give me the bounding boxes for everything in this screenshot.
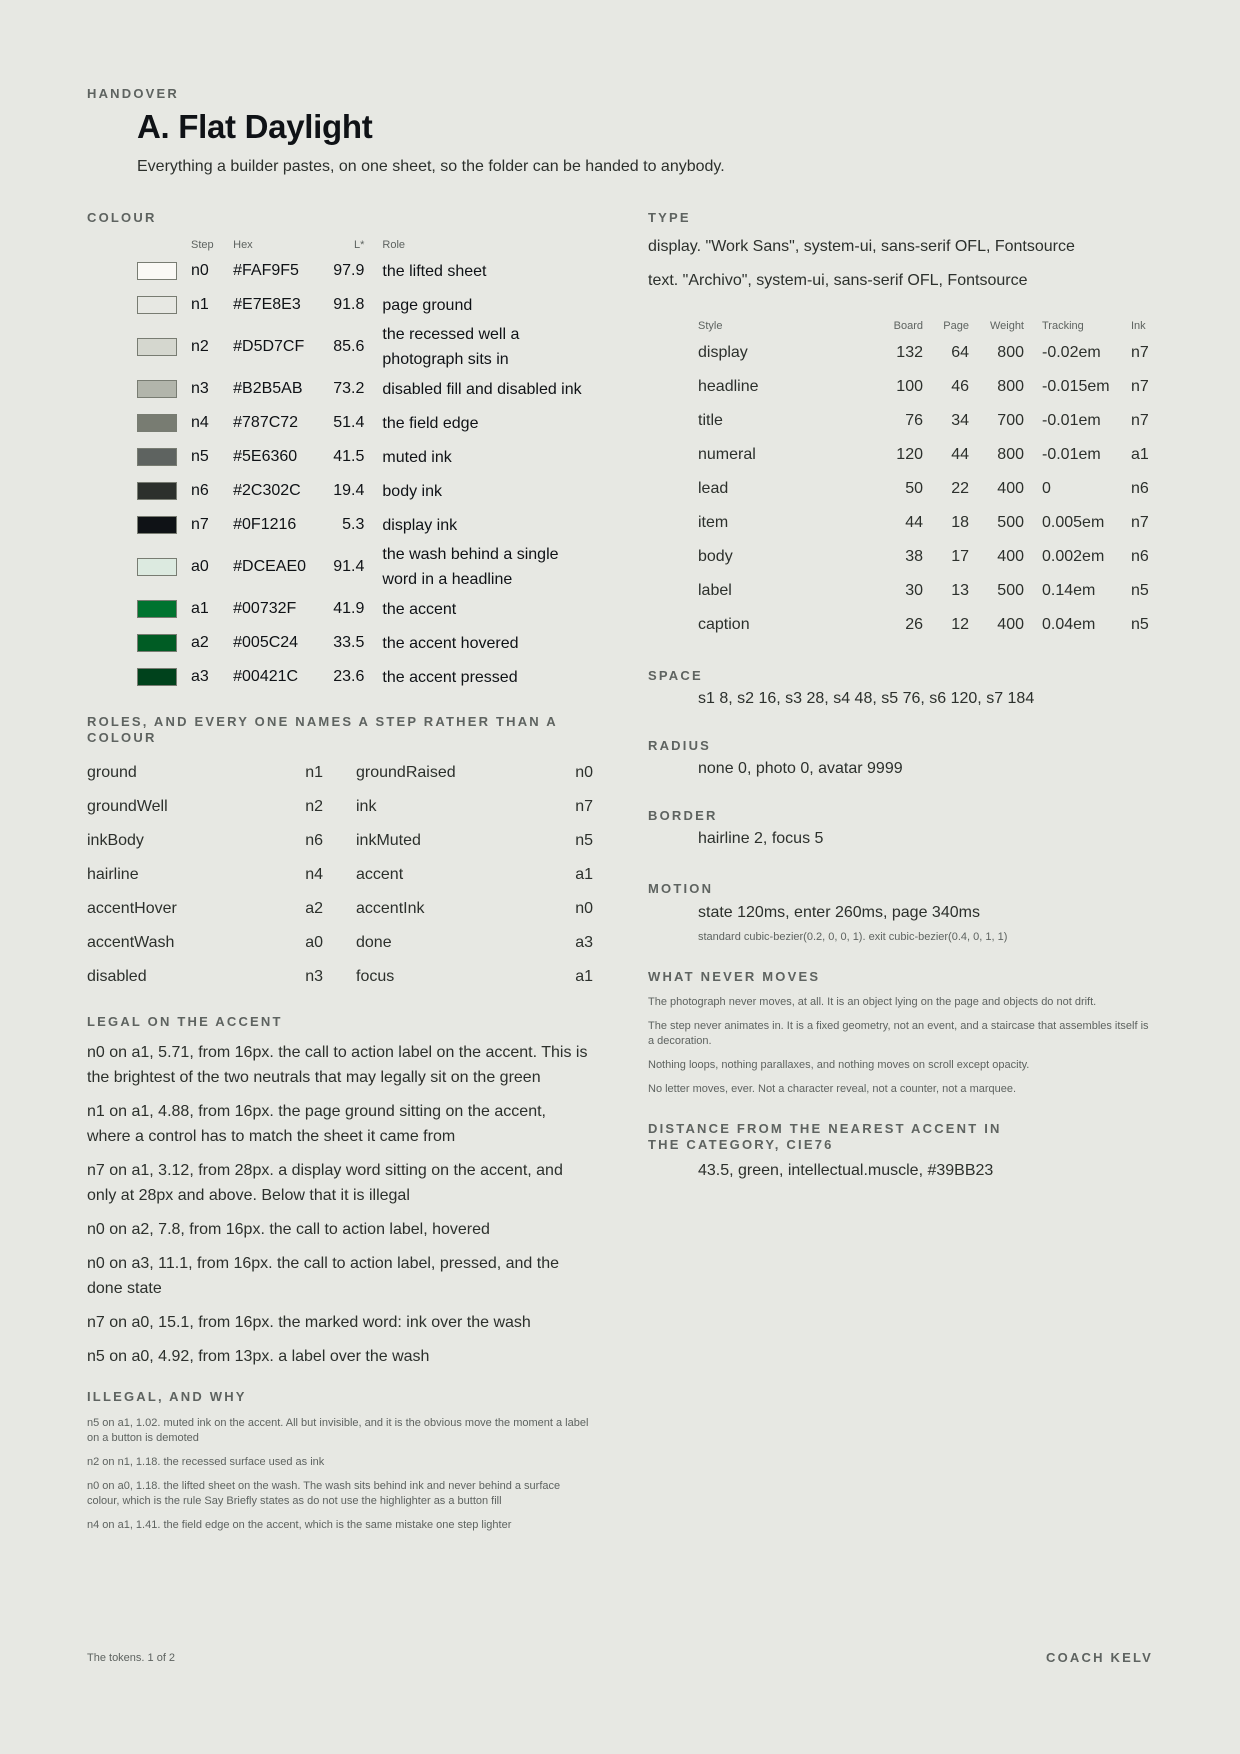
role-description: the accent hovered	[382, 634, 519, 652]
role-description: the lifted sheet	[382, 262, 487, 280]
role-mapping	[323, 756, 593, 790]
hex-value: #FAF9F5	[233, 262, 299, 279]
colour-row	[87, 322, 593, 372]
ink-header: Ink	[1131, 320, 1146, 332]
step-name: a1	[191, 600, 209, 617]
distance-value: 43.5, green, intellectual.muscle, #39BB23	[698, 1162, 994, 1179]
handover-sheet	[87, 0, 1153, 1754]
step-name: a2	[191, 634, 209, 651]
legal-pairing: n0 on a2, 7.8, from 16px. the call to action label, hovered	[87, 1221, 490, 1238]
type-style-row	[698, 540, 1153, 574]
role-step: a1	[575, 866, 593, 883]
swatch-cell	[87, 380, 191, 398]
colour-section-label: COLOUR	[87, 210, 157, 225]
board-header: Board	[893, 320, 923, 332]
type-style-cell: display	[698, 344, 748, 361]
motion-easing: standard cubic-bezier(0.2, 0, 0, 1). exit cubic-bezier(0.4, 0, 1, 1)	[698, 931, 1008, 943]
colour-swatch	[137, 380, 177, 398]
lightness-value: 85.6	[333, 338, 365, 355]
type-ink-cell: n5	[1131, 582, 1149, 599]
type-tracking-cell: 0.14em	[1042, 582, 1096, 599]
legal-section-label: LEGAL ON THE ACCENT	[87, 1014, 283, 1029]
role-mapping	[323, 858, 593, 892]
hex-value: #5E6360	[233, 448, 298, 465]
role-description: the field edge	[382, 414, 479, 432]
legal-pairing: n5 on a0, 4.92, from 13px. a label over the wash	[87, 1348, 430, 1365]
step-name: n4	[191, 414, 209, 431]
legal-pairing: n7 on a1, 3.12, from 28px. a display word sitting on the accent, and only at 28px and above. Below that it is illegal	[87, 1162, 563, 1204]
role-description: the recessed well a photograph sits in	[382, 326, 520, 368]
colour-swatch	[137, 600, 177, 618]
role-name: inkMuted	[356, 832, 421, 849]
distance-section-label: DISTANCE FROM THE NEAREST ACCENT IN THE CATEGORY, CIE76	[648, 1121, 1002, 1152]
type-tracking-cell: -0.01em	[1042, 412, 1101, 429]
footer-page-number: The tokens. 1 of 2	[87, 1652, 176, 1664]
type-page-cell: 44	[951, 446, 969, 463]
type-ink-cell: n6	[1131, 548, 1149, 565]
never-moves-rule: The step never animates in. It is a fixed geometry, not an event, and a staircase that assembles itself is a decoration.	[648, 1020, 1149, 1047]
swatch-cell	[87, 296, 191, 314]
illegal-pairing: n4 on a1, 1.41. the field edge on the accent, which is the same mistake one step lighter	[87, 1519, 512, 1531]
role-step: n5	[575, 832, 593, 849]
type-board-cell: 44	[905, 514, 923, 531]
role-description: body ink	[382, 482, 442, 500]
type-ink-cell: a1	[1131, 446, 1149, 463]
role-step: n3	[305, 968, 323, 985]
type-section-label: TYPE	[648, 210, 691, 225]
role-name: disabled	[87, 968, 147, 985]
border-tokens: hairline 2, focus 5	[698, 830, 824, 847]
type-style-cell: headline	[698, 378, 759, 395]
colour-row	[87, 254, 593, 288]
hex-value: #D5D7CF	[233, 338, 305, 355]
colour-swatch	[137, 448, 177, 466]
illegal-list	[87, 1416, 593, 1533]
lightness-value: 19.4	[333, 482, 365, 499]
swatch-cell	[87, 558, 191, 576]
type-page-cell: 64	[951, 344, 969, 361]
type-page-cell: 22	[951, 480, 969, 497]
colour-row	[87, 406, 593, 440]
role-mapping	[87, 756, 323, 790]
type-scale-table	[698, 316, 1153, 642]
role-name: accentHover	[87, 900, 177, 917]
never-moves-rule: The photograph never moves, at all. It is an object lying on the page and objects do not drift.	[648, 996, 1097, 1008]
hex-value: #00732F	[233, 600, 297, 617]
lightness-value: 41.5	[333, 448, 365, 465]
motion-tokens: state 120ms, enter 260ms, page 340ms	[698, 904, 980, 921]
page-subtitle: Everything a builder pastes, on one sheet, so the folder can be handed to anybody.	[137, 158, 725, 175]
page-kicker: HANDOVER	[87, 86, 179, 101]
lightness-value: 73.2	[333, 380, 365, 397]
type-tracking-cell: -0.02em	[1042, 344, 1101, 361]
type-tracking-cell: 0.002em	[1042, 548, 1105, 565]
type-style-row	[698, 608, 1153, 642]
type-weight-cell: 400	[997, 548, 1024, 565]
hex-value: #E7E8E3	[233, 296, 301, 313]
step-name: n3	[191, 380, 209, 397]
role-header: Role	[382, 238, 406, 251]
type-board-cell: 50	[905, 480, 923, 497]
footer-author: COACH KELV	[1046, 1650, 1153, 1665]
type-tracking-cell: -0.01em	[1042, 446, 1101, 463]
role-mapping	[87, 858, 323, 892]
type-style-row	[698, 404, 1153, 438]
colour-row	[87, 508, 593, 542]
never-moves-rule: Nothing loops, nothing parallaxes, and nothing moves on scroll except opacity.	[648, 1059, 1030, 1071]
role-description: the accent pressed	[382, 668, 518, 686]
legal-pairing: n7 on a0, 15.1, from 16px. the marked word: ink over the wash	[87, 1314, 531, 1331]
colour-swatch	[137, 482, 177, 500]
role-mapping	[323, 960, 593, 994]
tracking-header: Tracking	[1042, 320, 1084, 332]
role-step: n7	[575, 798, 593, 815]
type-ink-cell: n6	[1131, 480, 1149, 497]
role-name: accentInk	[356, 900, 425, 917]
role-mapping	[323, 790, 593, 824]
type-board-cell: 100	[896, 378, 923, 395]
swatch-cell	[87, 634, 191, 652]
hex-value: #00421C	[233, 668, 299, 685]
swatch-cell	[87, 262, 191, 280]
type-style-cell: body	[698, 548, 733, 565]
role-mapping	[87, 892, 323, 926]
role-description: the accent	[382, 600, 457, 618]
radius-section-label: RADIUS	[648, 738, 712, 753]
space-section-label: SPACE	[648, 668, 703, 683]
type-tracking-cell: -0.015em	[1042, 378, 1110, 395]
type-weight-cell: 500	[997, 582, 1024, 599]
colour-swatch	[137, 558, 177, 576]
legal-pairing: n0 on a3, 11.1, from 16px. the call to action label, pressed, and the done state	[87, 1255, 560, 1297]
step-name: n2	[191, 338, 209, 355]
swatch-cell	[87, 668, 191, 686]
role-description: the wash behind a single word in a headline	[382, 546, 559, 588]
type-board-cell: 38	[905, 548, 923, 565]
swatch-cell	[87, 516, 191, 534]
step-name: n0	[191, 262, 209, 279]
type-rows	[698, 336, 1153, 642]
page-header: Page	[943, 320, 969, 332]
role-name: groundRaised	[356, 764, 456, 781]
swatch-cell	[87, 448, 191, 466]
colour-table-header	[87, 236, 593, 254]
illegal-pairing: n0 on a0, 1.18. the lifted sheet on the wash. The wash sits behind ink and never behind a surface colour, which is the rule Say Briefly states as do not use the highlighter as a button fill	[87, 1480, 561, 1507]
swatch-cell	[87, 414, 191, 432]
step-name: a3	[191, 668, 209, 685]
colour-rows	[87, 254, 593, 694]
legal-pairing: n1 on a1, 4.88, from 16px. the page ground sitting on the accent, where a control has to match the sheet it came from	[87, 1103, 546, 1145]
swatch-cell	[87, 338, 191, 356]
role-step: n2	[305, 798, 323, 815]
type-weight-cell: 800	[997, 378, 1024, 395]
colour-row	[87, 288, 593, 322]
type-board-cell: 26	[905, 616, 923, 633]
type-board-cell: 30	[905, 582, 923, 599]
role-name: focus	[356, 968, 395, 985]
role-step: a3	[575, 934, 593, 951]
hex-value: #B2B5AB	[233, 380, 303, 397]
step-header: Step	[191, 239, 214, 251]
legal-pairing: n0 on a1, 5.71, from 16px. the call to action label on the accent. This is the brightest of the two neutrals that may legally sit on the green	[87, 1044, 588, 1086]
type-page-cell: 46	[951, 378, 969, 395]
role-step: a2	[305, 900, 323, 917]
role-name: inkBody	[87, 832, 144, 849]
colour-row	[87, 592, 593, 626]
role-step: n1	[305, 764, 323, 781]
colour-row	[87, 440, 593, 474]
colour-swatch	[137, 414, 177, 432]
colour-swatch	[137, 516, 177, 534]
left-column	[87, 210, 593, 1542]
step-name: a0	[191, 558, 209, 575]
type-style-row	[698, 574, 1153, 608]
roles-section-label: ROLES, AND EVERY ONE NAMES A STEP RATHER THAN A COLOUR	[87, 714, 558, 745]
space-tokens: s1 8, s2 16, s3 28, s4 48, s5 76, s6 120, s7 184	[698, 690, 1035, 707]
text-font-family: text. "Archivo", system-ui, sans-serif OFL, Fontsource	[648, 272, 1028, 289]
type-weight-cell: 400	[997, 480, 1024, 497]
hex-header: Hex	[233, 239, 253, 251]
role-mapping	[87, 790, 323, 824]
type-tracking-cell: 0.005em	[1042, 514, 1105, 531]
right-column	[648, 210, 1153, 1180]
colour-swatch	[137, 668, 177, 686]
type-page-cell: 18	[951, 514, 969, 531]
role-name: ground	[87, 764, 137, 781]
role-mapping	[87, 824, 323, 858]
swatch-cell	[87, 482, 191, 500]
colour-table	[87, 236, 593, 694]
lightness-value: 51.4	[333, 414, 365, 431]
type-style-row	[698, 336, 1153, 370]
lightness-value: 23.6	[333, 668, 365, 685]
role-step: a0	[305, 934, 323, 951]
role-mapping	[323, 892, 593, 926]
border-section-label: BORDER	[648, 808, 718, 823]
illegal-pairing: n5 on a1, 1.02. muted ink on the accent. All but invisible, and it is the obvious move the moment a label on a button is demoted	[87, 1417, 589, 1444]
radius-tokens: none 0, photo 0, avatar 9999	[698, 760, 903, 777]
type-weight-cell: 800	[997, 446, 1024, 463]
role-step: a1	[575, 968, 593, 985]
type-style-cell: numeral	[698, 446, 756, 463]
role-description: muted ink	[382, 448, 452, 466]
type-ink-cell: n7	[1131, 514, 1149, 531]
type-style-row	[698, 370, 1153, 404]
colour-row	[87, 474, 593, 508]
motion-section-label: MOTION	[648, 881, 714, 896]
hex-value: #005C24	[233, 634, 299, 651]
role-step: n0	[575, 764, 593, 781]
type-style-row	[698, 506, 1153, 540]
type-tracking-cell: 0	[1042, 480, 1051, 497]
lightness-value: 41.9	[333, 600, 365, 617]
step-name: n7	[191, 516, 209, 533]
type-style-cell: lead	[698, 480, 729, 497]
weight-header: Weight	[989, 320, 1024, 332]
type-ink-cell: n7	[1131, 378, 1149, 395]
type-style-cell: caption	[698, 616, 750, 633]
role-description: page ground	[382, 296, 473, 314]
lightness-header: L*	[353, 239, 365, 251]
swatch-cell	[87, 600, 191, 618]
type-weight-cell: 800	[997, 344, 1024, 361]
illegal-pairing: n2 on n1, 1.18. the recessed surface used as ink	[87, 1456, 325, 1468]
type-weight-cell: 400	[997, 616, 1024, 633]
never-moves-rule: No letter moves, ever. Not a character reveal, not a counter, not a marquee.	[648, 1083, 1017, 1095]
role-name: ink	[356, 798, 377, 815]
never-list	[648, 995, 1153, 1097]
type-page-cell: 12	[951, 616, 969, 633]
type-page-cell: 17	[951, 548, 969, 565]
lightness-value: 33.5	[333, 634, 365, 651]
style-header: Style	[698, 320, 723, 332]
role-mapping	[323, 926, 593, 960]
type-style-cell: title	[698, 412, 723, 429]
step-name: n5	[191, 448, 209, 465]
type-board-cell: 132	[896, 344, 923, 361]
colour-swatch	[137, 262, 177, 280]
type-weight-cell: 500	[997, 514, 1024, 531]
legal-list	[87, 1040, 593, 1369]
roles-grid	[87, 756, 593, 994]
type-style-cell: item	[698, 514, 729, 531]
type-style-row	[698, 438, 1153, 472]
lightness-value: 91.8	[333, 296, 365, 313]
role-mapping	[87, 926, 323, 960]
role-description: disabled fill and disabled ink	[382, 380, 582, 398]
type-page-cell: 34	[951, 412, 969, 429]
lightness-value: 91.4	[333, 558, 365, 575]
type-page-cell: 13	[951, 582, 969, 599]
colour-row	[87, 626, 593, 660]
type-ink-cell: n7	[1131, 412, 1149, 429]
role-description: display ink	[382, 516, 458, 534]
role-name: accentWash	[87, 934, 175, 951]
lightness-value: 5.3	[342, 516, 365, 533]
colour-swatch	[137, 634, 177, 652]
illegal-section-label: ILLEGAL, AND WHY	[87, 1389, 247, 1404]
role-name: accent	[356, 866, 404, 883]
page-title: A. Flat Daylight	[137, 108, 373, 145]
role-name: done	[356, 934, 392, 951]
font-families	[648, 230, 1153, 298]
type-weight-cell: 700	[997, 412, 1024, 429]
role-name: groundWell	[87, 798, 168, 815]
role-mapping	[323, 824, 593, 858]
colour-swatch	[137, 296, 177, 314]
colour-row	[87, 660, 593, 694]
type-ink-cell: n7	[1131, 344, 1149, 361]
colour-swatch	[137, 338, 177, 356]
role-step: n0	[575, 900, 593, 917]
hex-value: #787C72	[233, 414, 299, 431]
type-style-row	[698, 472, 1153, 506]
role-step: n6	[305, 832, 323, 849]
type-board-cell: 120	[896, 446, 923, 463]
colour-row	[87, 542, 593, 592]
colour-row	[87, 372, 593, 406]
role-step: n4	[305, 866, 323, 883]
hex-value: #DCEAE0	[233, 558, 307, 575]
never-section-label: WHAT NEVER MOVES	[648, 969, 821, 984]
step-name: n1	[191, 296, 209, 313]
display-font-family: display. "Work Sans", system-ui, sans-serif OFL, Fontsource	[648, 238, 1075, 255]
role-name: hairline	[87, 866, 139, 883]
hex-value: #0F1216	[233, 516, 297, 533]
type-table-header	[698, 316, 1153, 336]
type-style-cell: label	[698, 582, 732, 599]
hex-value: #2C302C	[233, 482, 301, 499]
step-name: n6	[191, 482, 209, 499]
lightness-value: 97.9	[333, 262, 365, 279]
type-board-cell: 76	[905, 412, 923, 429]
type-tracking-cell: 0.04em	[1042, 616, 1096, 633]
role-mapping	[87, 960, 323, 994]
type-ink-cell: n5	[1131, 616, 1149, 633]
